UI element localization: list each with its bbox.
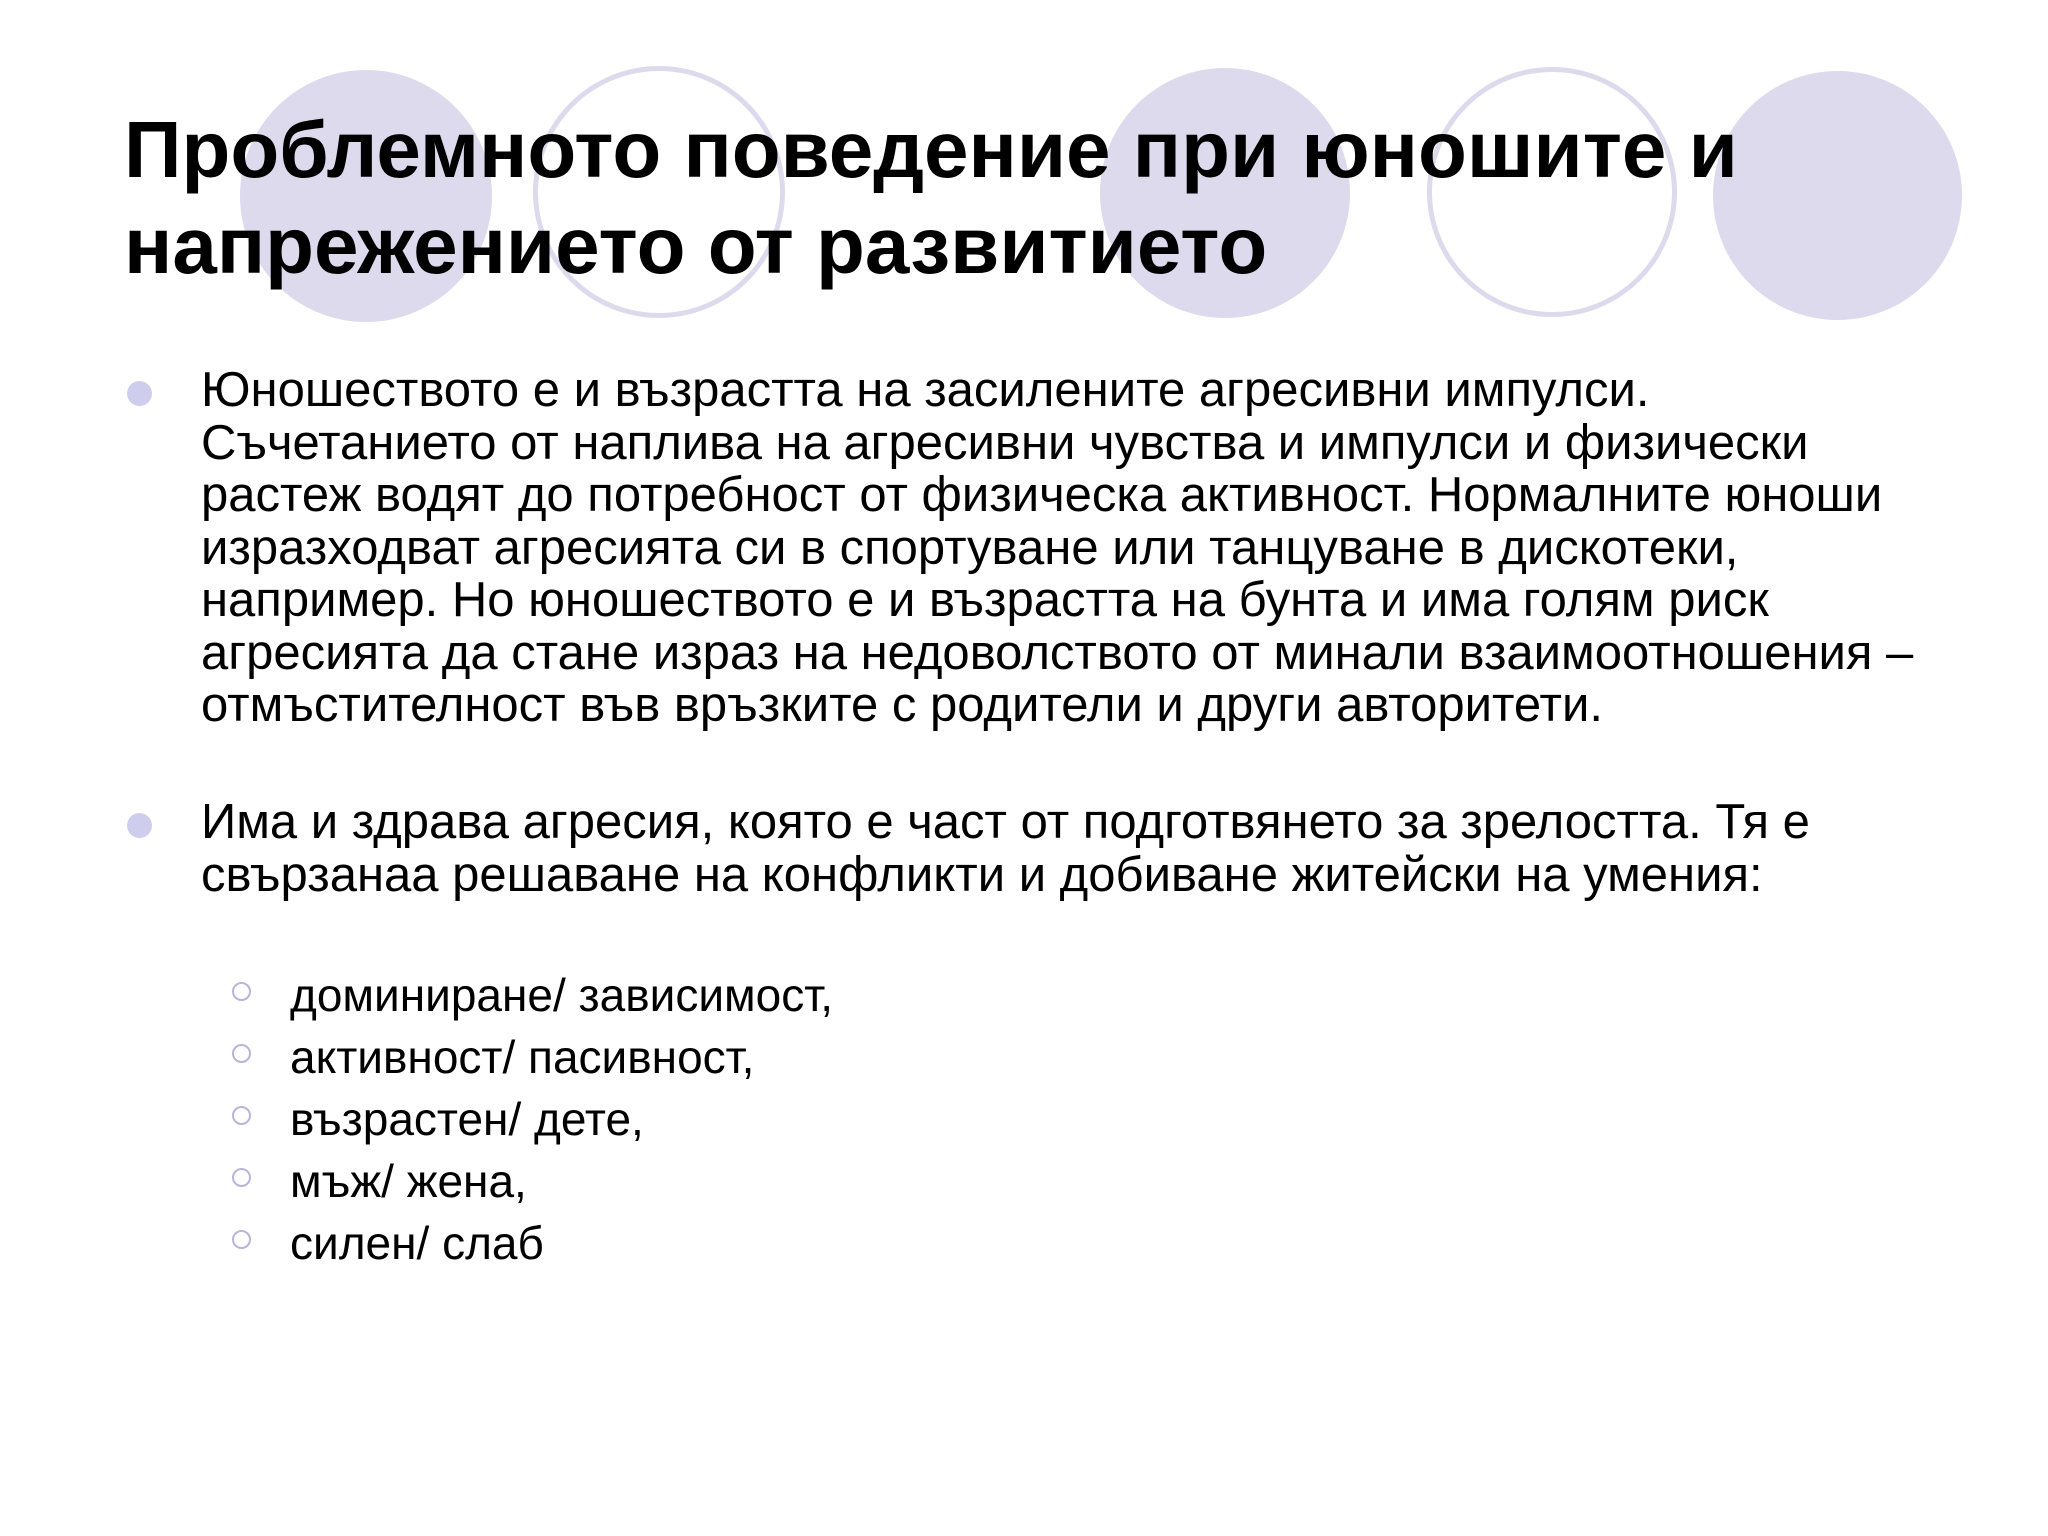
ring-bullet-icon bbox=[232, 1168, 251, 1187]
ring-bullet-icon bbox=[232, 982, 251, 1001]
bullet-dot-icon bbox=[127, 381, 152, 406]
sub-bullet-text: доминиране/ зависимост, bbox=[290, 969, 834, 1021]
bullet-dot-icon bbox=[127, 813, 152, 838]
ring-bullet-icon bbox=[232, 1230, 251, 1249]
sub-bullet-text: възрастен/ дете, bbox=[290, 1093, 644, 1145]
slide-title: Проблемното поведение при юношите и напрежението от развитието bbox=[124, 105, 1738, 290]
bullet-text: Има и здрава агресия, която е част от подготвянето за зрелостта. Тя е свързанаа решаване на конфликти и добиване житейски на умения: bbox=[201, 795, 1810, 902]
ring-bullet-icon bbox=[232, 1106, 251, 1125]
bullet-text: Юношеството е и възрастта на засилените агресивни импулси. Съчетанието от наплива на агресивни чувства и импулси и физически растеж водят до потребност от физическа активност. Нормалните юноши изразходват агресията си в спортуване или танцуване в дискотеки, например. Но юношеството е и възрастта на бунта и има голям риск агресията да стане израз на недоволството от минали взаимоотношения – отмъстителност във връзките с родители и други авторитети. bbox=[201, 363, 1914, 732]
ring-bullet-icon bbox=[232, 1044, 251, 1063]
sub-bullet-text: мъж/ жена, bbox=[290, 1155, 527, 1207]
sub-bullet-text: активност/ пасивност, bbox=[290, 1031, 755, 1083]
sub-bullet-text: силен/ слаб bbox=[290, 1217, 544, 1269]
